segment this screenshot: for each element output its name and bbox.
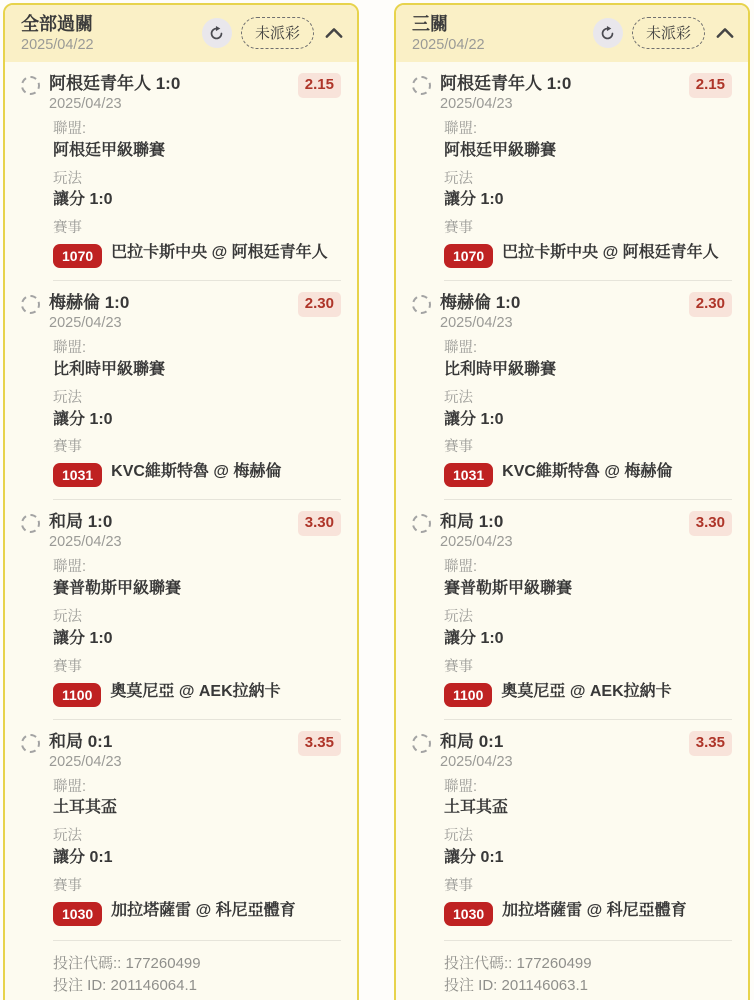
refresh-icon [208, 25, 225, 42]
bet-head-main [440, 511, 681, 550]
bet-head-main [49, 511, 290, 550]
bet-fields [21, 778, 341, 926]
bet-code-line [53, 953, 341, 975]
bet-head [21, 292, 341, 331]
bet-id-line [444, 975, 732, 997]
league-label: 聯盟: [53, 120, 87, 137]
card-header [5, 5, 357, 62]
event-name: KVC維斯特魯 @ 梅赫倫 [502, 463, 673, 481]
event-label: 賽事 [53, 439, 82, 456]
bet-slip-card-all-parlay [3, 3, 359, 1000]
bet-head [21, 731, 341, 770]
bet-selection: 阿根廷青年人 1:0 [440, 73, 572, 93]
league-value: 賽普勒斯甲級聯賽 [53, 580, 182, 598]
bet-date: 2025/04/23 [49, 95, 122, 112]
bet-head-main [440, 73, 681, 112]
chevron-up-icon [323, 24, 345, 42]
play-label: 玩法 [53, 170, 82, 187]
bet-date: 2025/04/23 [49, 315, 122, 332]
bet-selection: 梅赫倫 1:0 [440, 293, 521, 313]
chevron-up-icon [714, 24, 736, 42]
event-label: 賽事 [444, 220, 473, 237]
refresh-icon [599, 25, 616, 42]
play-value: 讓分 0:1 [444, 849, 504, 867]
bet-item [396, 500, 748, 718]
card-header-right [202, 17, 345, 49]
bet-radio[interactable] [21, 76, 40, 95]
bet-head-main [49, 73, 290, 112]
bet-id-value: 201146064.1 [110, 976, 197, 994]
bet-date: 2025/04/23 [440, 753, 513, 770]
bet-item [5, 500, 357, 718]
bet-date: 2025/04/23 [440, 315, 513, 332]
play-value: 讓分 1:0 [444, 410, 504, 428]
bet-code-value: 177260499 [516, 954, 592, 972]
bet-fields [412, 778, 732, 926]
bet-radio[interactable] [412, 734, 431, 753]
odds-badge: 2.15 [298, 73, 341, 98]
status-badge: 未派彩 [241, 17, 314, 49]
refresh-button[interactable] [202, 18, 232, 48]
bet-radio[interactable] [412, 76, 431, 95]
bet-selection: 梅赫倫 1:0 [49, 293, 130, 313]
event-id-badge: 1030 [53, 902, 102, 926]
bet-item [396, 62, 748, 280]
play-label: 玩法 [444, 389, 473, 406]
league-label: 聯盟: [53, 340, 87, 357]
event-id-badge: 1100 [53, 683, 101, 707]
bet-selection: 阿根廷青年人 1:0 [49, 73, 181, 93]
card-date: 2025/04/22 [412, 36, 485, 53]
league-value: 比利時甲級聯賽 [53, 361, 166, 379]
league-label: 聯盟: [444, 559, 478, 576]
bet-head-main [49, 731, 290, 770]
event-row [444, 461, 732, 487]
event-label: 賽事 [53, 877, 82, 894]
play-label: 玩法 [53, 389, 82, 406]
play-label: 玩法 [53, 609, 82, 626]
card-header-right [593, 17, 736, 49]
bet-id-line [53, 975, 341, 997]
event-name: 巴拉卡斯中央 @ 阿根廷青年人 [502, 244, 719, 262]
card-header-left [412, 13, 485, 54]
event-row [444, 681, 732, 707]
event-row [53, 242, 341, 268]
play-value: 讓分 1:0 [444, 191, 504, 209]
bet-radio[interactable] [21, 295, 40, 314]
league-label: 聯盟: [444, 340, 478, 357]
play-value: 讓分 0:1 [53, 849, 113, 867]
bet-radio[interactable] [21, 734, 40, 753]
bet-code-line [444, 953, 732, 975]
bet-date: 2025/04/23 [440, 534, 513, 551]
event-label: 賽事 [444, 658, 473, 675]
bet-item [5, 62, 357, 280]
bet-fields [21, 120, 341, 268]
card-header-left [21, 13, 94, 54]
event-id-badge: 1031 [444, 463, 493, 487]
event-name: 奧莫尼亞 @ AEK拉納卡 [501, 682, 672, 700]
odds-badge: 2.30 [689, 292, 732, 317]
bet-selection: 和局 1:0 [440, 512, 504, 532]
play-value: 讓分 1:0 [53, 191, 113, 209]
bet-selection: 和局 0:1 [49, 731, 113, 751]
bet-fields [412, 558, 732, 706]
bet-fields [21, 558, 341, 706]
bet-head-main [440, 731, 681, 770]
league-label: 聯盟: [444, 778, 478, 795]
event-row [53, 900, 341, 926]
bet-fields [21, 339, 341, 487]
league-value: 阿根廷甲級聯賽 [444, 141, 557, 159]
event-row [444, 242, 732, 268]
bet-item [5, 720, 357, 938]
bet-head-main [49, 292, 290, 331]
odds-badge: 3.30 [689, 511, 732, 536]
league-label: 聯盟: [53, 559, 87, 576]
event-label: 賽事 [444, 877, 473, 894]
event-name: 加拉塔薩雷 @ 科尼亞體育 [111, 901, 296, 919]
odds-badge: 2.15 [689, 73, 732, 98]
card-header [396, 5, 748, 62]
event-label: 賽事 [53, 220, 82, 237]
bet-date: 2025/04/23 [49, 753, 122, 770]
event-row [53, 461, 341, 487]
bet-selection: 和局 1:0 [49, 512, 113, 532]
league-value: 土耳其盃 [53, 799, 118, 817]
bet-radio[interactable] [21, 514, 40, 533]
play-label: 玩法 [444, 828, 473, 845]
bet-code-label: 投注代碼:: [53, 954, 122, 972]
bet-slip-card-triple-parlay [394, 3, 750, 1000]
bet-head [412, 292, 732, 331]
event-id-badge: 1070 [444, 244, 493, 268]
card-body [396, 62, 748, 1000]
bet-item [5, 281, 357, 499]
event-id-badge: 1070 [53, 244, 102, 268]
bet-code-value: 177260499 [125, 954, 201, 972]
play-value: 讓分 1:0 [53, 629, 113, 647]
refresh-button[interactable] [593, 18, 623, 48]
status-badge: 未派彩 [632, 17, 705, 49]
bet-code-label: 投注代碼:: [444, 954, 513, 972]
bet-head [412, 731, 732, 770]
bet-fields [412, 120, 732, 268]
play-label: 玩法 [444, 170, 473, 187]
bet-radio[interactable] [412, 295, 431, 314]
league-value: 土耳其盃 [444, 799, 509, 817]
odds-badge: 2.30 [298, 292, 341, 317]
card-title: 全部過關 [21, 14, 93, 34]
bet-head [21, 511, 341, 550]
odds-badge: 3.30 [298, 511, 341, 536]
bet-item [396, 720, 748, 938]
event-name: 加拉塔薩雷 @ 科尼亞體育 [502, 901, 687, 919]
bet-date: 2025/04/23 [49, 534, 122, 551]
league-label: 聯盟: [444, 120, 478, 137]
bet-radio[interactable] [412, 514, 431, 533]
event-id-badge: 1100 [444, 683, 492, 707]
event-name: 巴拉卡斯中央 @ 阿根廷青年人 [111, 244, 328, 262]
event-row [53, 681, 341, 707]
bet-date: 2025/04/23 [440, 95, 513, 112]
play-label: 玩法 [444, 609, 473, 626]
card-title: 三關 [412, 14, 448, 34]
odds-badge: 3.35 [298, 731, 341, 756]
event-row [444, 900, 732, 926]
event-id-badge: 1030 [444, 902, 493, 926]
event-name: 奧莫尼亞 @ AEK拉納卡 [110, 682, 281, 700]
bet-fields [412, 339, 732, 487]
card-body [5, 62, 357, 1000]
league-value: 比利時甲級聯賽 [444, 361, 557, 379]
bet-selection: 和局 0:1 [440, 731, 504, 751]
card-date: 2025/04/22 [21, 36, 94, 53]
play-label: 玩法 [53, 828, 82, 845]
odds-badge: 3.35 [689, 731, 732, 756]
collapse-button[interactable] [323, 22, 345, 44]
play-value: 讓分 1:0 [444, 629, 504, 647]
league-label: 聯盟: [53, 778, 87, 795]
bet-id-value: 201146063.1 [501, 976, 588, 994]
bet-head-main [440, 292, 681, 331]
bet-head [412, 73, 732, 112]
event-label: 賽事 [444, 439, 473, 456]
event-name: KVC維斯特魯 @ 梅赫倫 [111, 463, 282, 481]
league-value: 賽普勒斯甲級聯賽 [444, 580, 573, 598]
event-label: 賽事 [53, 658, 82, 675]
event-id-badge: 1031 [53, 463, 102, 487]
league-value: 阿根廷甲級聯賽 [53, 141, 166, 159]
bet-head [412, 511, 732, 550]
collapse-button[interactable] [714, 22, 736, 44]
bet-item [396, 281, 748, 499]
card-footer [5, 941, 357, 1000]
play-value: 讓分 1:0 [53, 410, 113, 428]
bet-id-label: 投注 ID: [53, 976, 107, 994]
bet-id-label: 投注 ID: [444, 976, 498, 994]
card-footer [396, 941, 748, 1000]
bet-head [21, 73, 341, 112]
